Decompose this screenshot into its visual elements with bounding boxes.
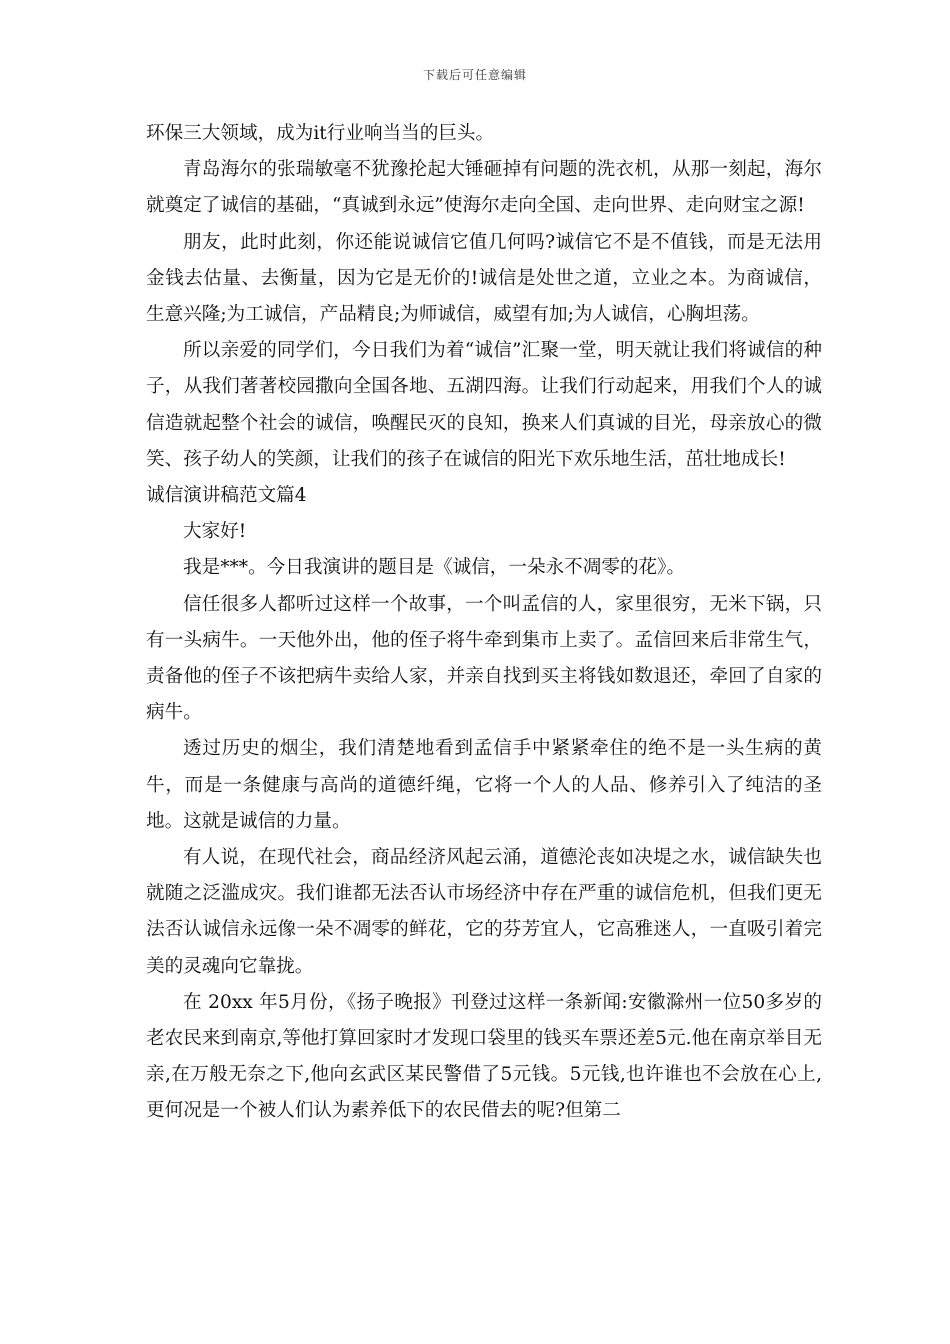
paragraph-1: 环保三大领域，成为it行业响当当的巨头。 (146, 123, 495, 144)
paragraph-3: 朋友，此时此刻，你还能说诚信它值几何吗?诚信它不是不值钱，而是无法用金钱去估量、去衡量，因为它是无价的!诚信是处世之道，立业之本。为商诚信，生意兴隆;为工诚信，产品精良;为师诚信，威望有加;为人诚信，心胸坦荡。 (146, 231, 822, 326)
paragraph-modern: 有人说，在现代社会，商品经济风起云涌，道德沦丧如决堤之水，诚信缺失也就随之泛滥成灾。我们谁都无法否认市场经济中存在严重的诚信危机，但我们更无法否认诚信永远像一朵不凋零的鲜花，它的芬芳宜人，它高雅迷人，一直吸引着完美的灵魂向它靠拢。 (146, 847, 822, 977)
section-heading: 诚信演讲稿范文篇4 (146, 485, 307, 507)
page-header: 下载后可任意编辑 (422, 68, 527, 82)
paragraph-history: 透过历史的烟尘，我们清楚地看到孟信手中紧紧牵住的绝不是一头生病的黄牛，而是一条健康与高尚的道德纤绳，它将一个人的人品、修养引入了纯洁的圣地。这就是诚信的力量。 (146, 738, 822, 832)
speech-title-intro: 我是***。今日我演讲的题目是《诚信，一朵永不凋零的花》。 (183, 557, 686, 579)
paragraph-4: 所以亲爱的同学们，今日我们为着“诚信”汇聚一堂，明天就让我们将诚信的种子，从我们著著校园撒向全国各地、五湖四海。让我们行动起来，用我们个人的诚信造就起整个社会的诚信，唤醒民灭的良知，换来人们真诚的目光，母亲放心的微笑、孩子幼人的笑颜，让我们的孩子在诚信的阳光下欢乐地生活，茁壮地成长! (146, 340, 822, 470)
greeting: 大家好! (183, 521, 247, 543)
paragraph-news: 在 20xx 年5月份，《扬子晚报》刊登过这样一条新闻:安徽滁州一位50多岁的老农民来到南京,等他打算回家时才发现口袋里的钱买车票还差5元.他在南京举目无亲,在万般无奈之下,他向玄武区某民警借了5元钱。5元钱,也许谁也不会放在心上,更何况是一个被人们认为素养低下的农民借去的呢?但第二 (146, 991, 822, 1122)
paragraph-2: 青岛海尔的张瑞敏毫不犹豫抡起大锤砸掉有问题的洗衣机，从那一刻起，海尔就奠定了诚信的基础，“真诚到永远”使海尔走向全国、走向世界、走向财宝之源! (146, 159, 822, 217)
paragraph-story: 信任很多人都听过这样一个故事，一个叫孟信的人，家里很穷，无米下锅，只有一头病牛。一天他外出，他的侄子将牛牵到集市上卖了。孟信回来后非常生气，责备他的侄子不该把病牛卖给人家，并亲自找到买主将钱如数退还，牵回了自家的病牛。 (146, 593, 822, 724)
document-body (146, 116, 822, 1130)
